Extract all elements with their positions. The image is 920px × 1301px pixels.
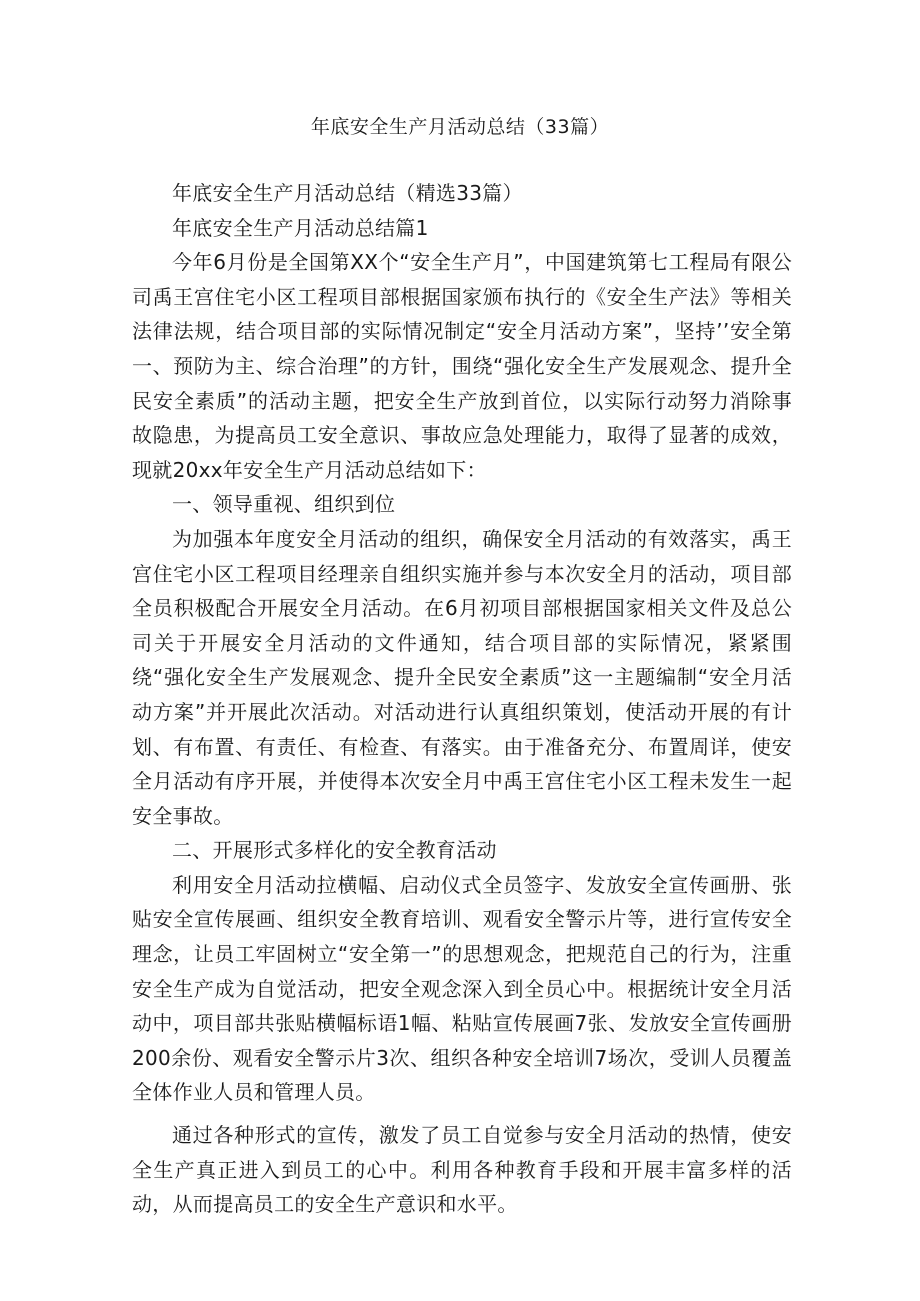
document-subtitle: 年底安全生产月活动总结（精选33篇） (172, 181, 523, 205)
section-1-heading: 一、领导重视、组织到位 (172, 492, 396, 517)
document-body (132, 176, 792, 1222)
section-2-paragraph: 利用安全月活动拉横幅、启动仪式全员签字、发放安全宣传画册、张贴安全宣传展画、组织安全教育培训、观看安全警示片等，进行宣传安全理念，让员工牢固树立“安全第一”的思想观念，把规范自己的行为，注重安全生产成为自觉活动，把安全观念深入到全员心中。根据统计安全月活动中，项目部共张贴横幅标语1幅、粘贴宣传展画7张、发放安全宣传画册200余份、观看安全警示片3次、组织各种安全培训7场次，受训人员覆盖全体作业人员和管理人员。 (132, 872, 792, 1105)
section-1-paragraph: 为加强本年度安全月活动的组织，确保安全月活动的有效落实，禹王宫住宅小区工程项目经理亲自组织实施并参与本次安全月的活动，项目部全员积极配合开展安全月活动。在6月初项目部根据国家相关文件及总公司关于开展安全月活动的文件通知，结合项目部的实际情况，紧紧围绕“强化安全生产发展观念、提升全民安全素质”这一主题编制“安全月活动方案”并开展此次活动。对活动进行认真组织策划，使活动开展的有计划、有布置、有责任、有检查、有落实。由于准备充分、布置周详，使安全月活动有序开展，并使得本次安全月中禹王宫住宅小区工程未发生一起安全事故。 (132, 526, 792, 828)
intro-paragraph: 今年6月份是全国第XX个“安全生产月”，中国建筑第七工程局有限公司禹王宫住宅小区工程项目部根据国家颁布执行的《安全生产法》等相关法律法规，结合项目部的实际情况制定“安全月活动方案”，坚持’’安全第一、预防为主、综合治理”的方针，围绕“强化安全生产发展观念、提升全民安全素质”的活动主题，把安全生产放到首位，以实际行动努力消除事故隐患，为提高员工安全意识、事故应急处理能力，取得了显著的成效，现就20xx年安全生产月活动总结如下： (132, 250, 792, 482)
section-2-paragraph-2: 通过各种形式的宣传，激发了员工自觉参与安全月活动的热情，使安全生产真正进入到员工的心中。利用各种教育手段和开展丰富多样的活动，从而提高员工的安全生产意识和水平。 (132, 1123, 792, 1217)
document-title: 年底安全生产月活动总结（33篇） (310, 116, 610, 138)
section-2-heading: 二、开展形式多样化的安全教育活动 (172, 838, 497, 863)
article-title: 年底安全生产月活动总结篇1 (172, 215, 429, 240)
